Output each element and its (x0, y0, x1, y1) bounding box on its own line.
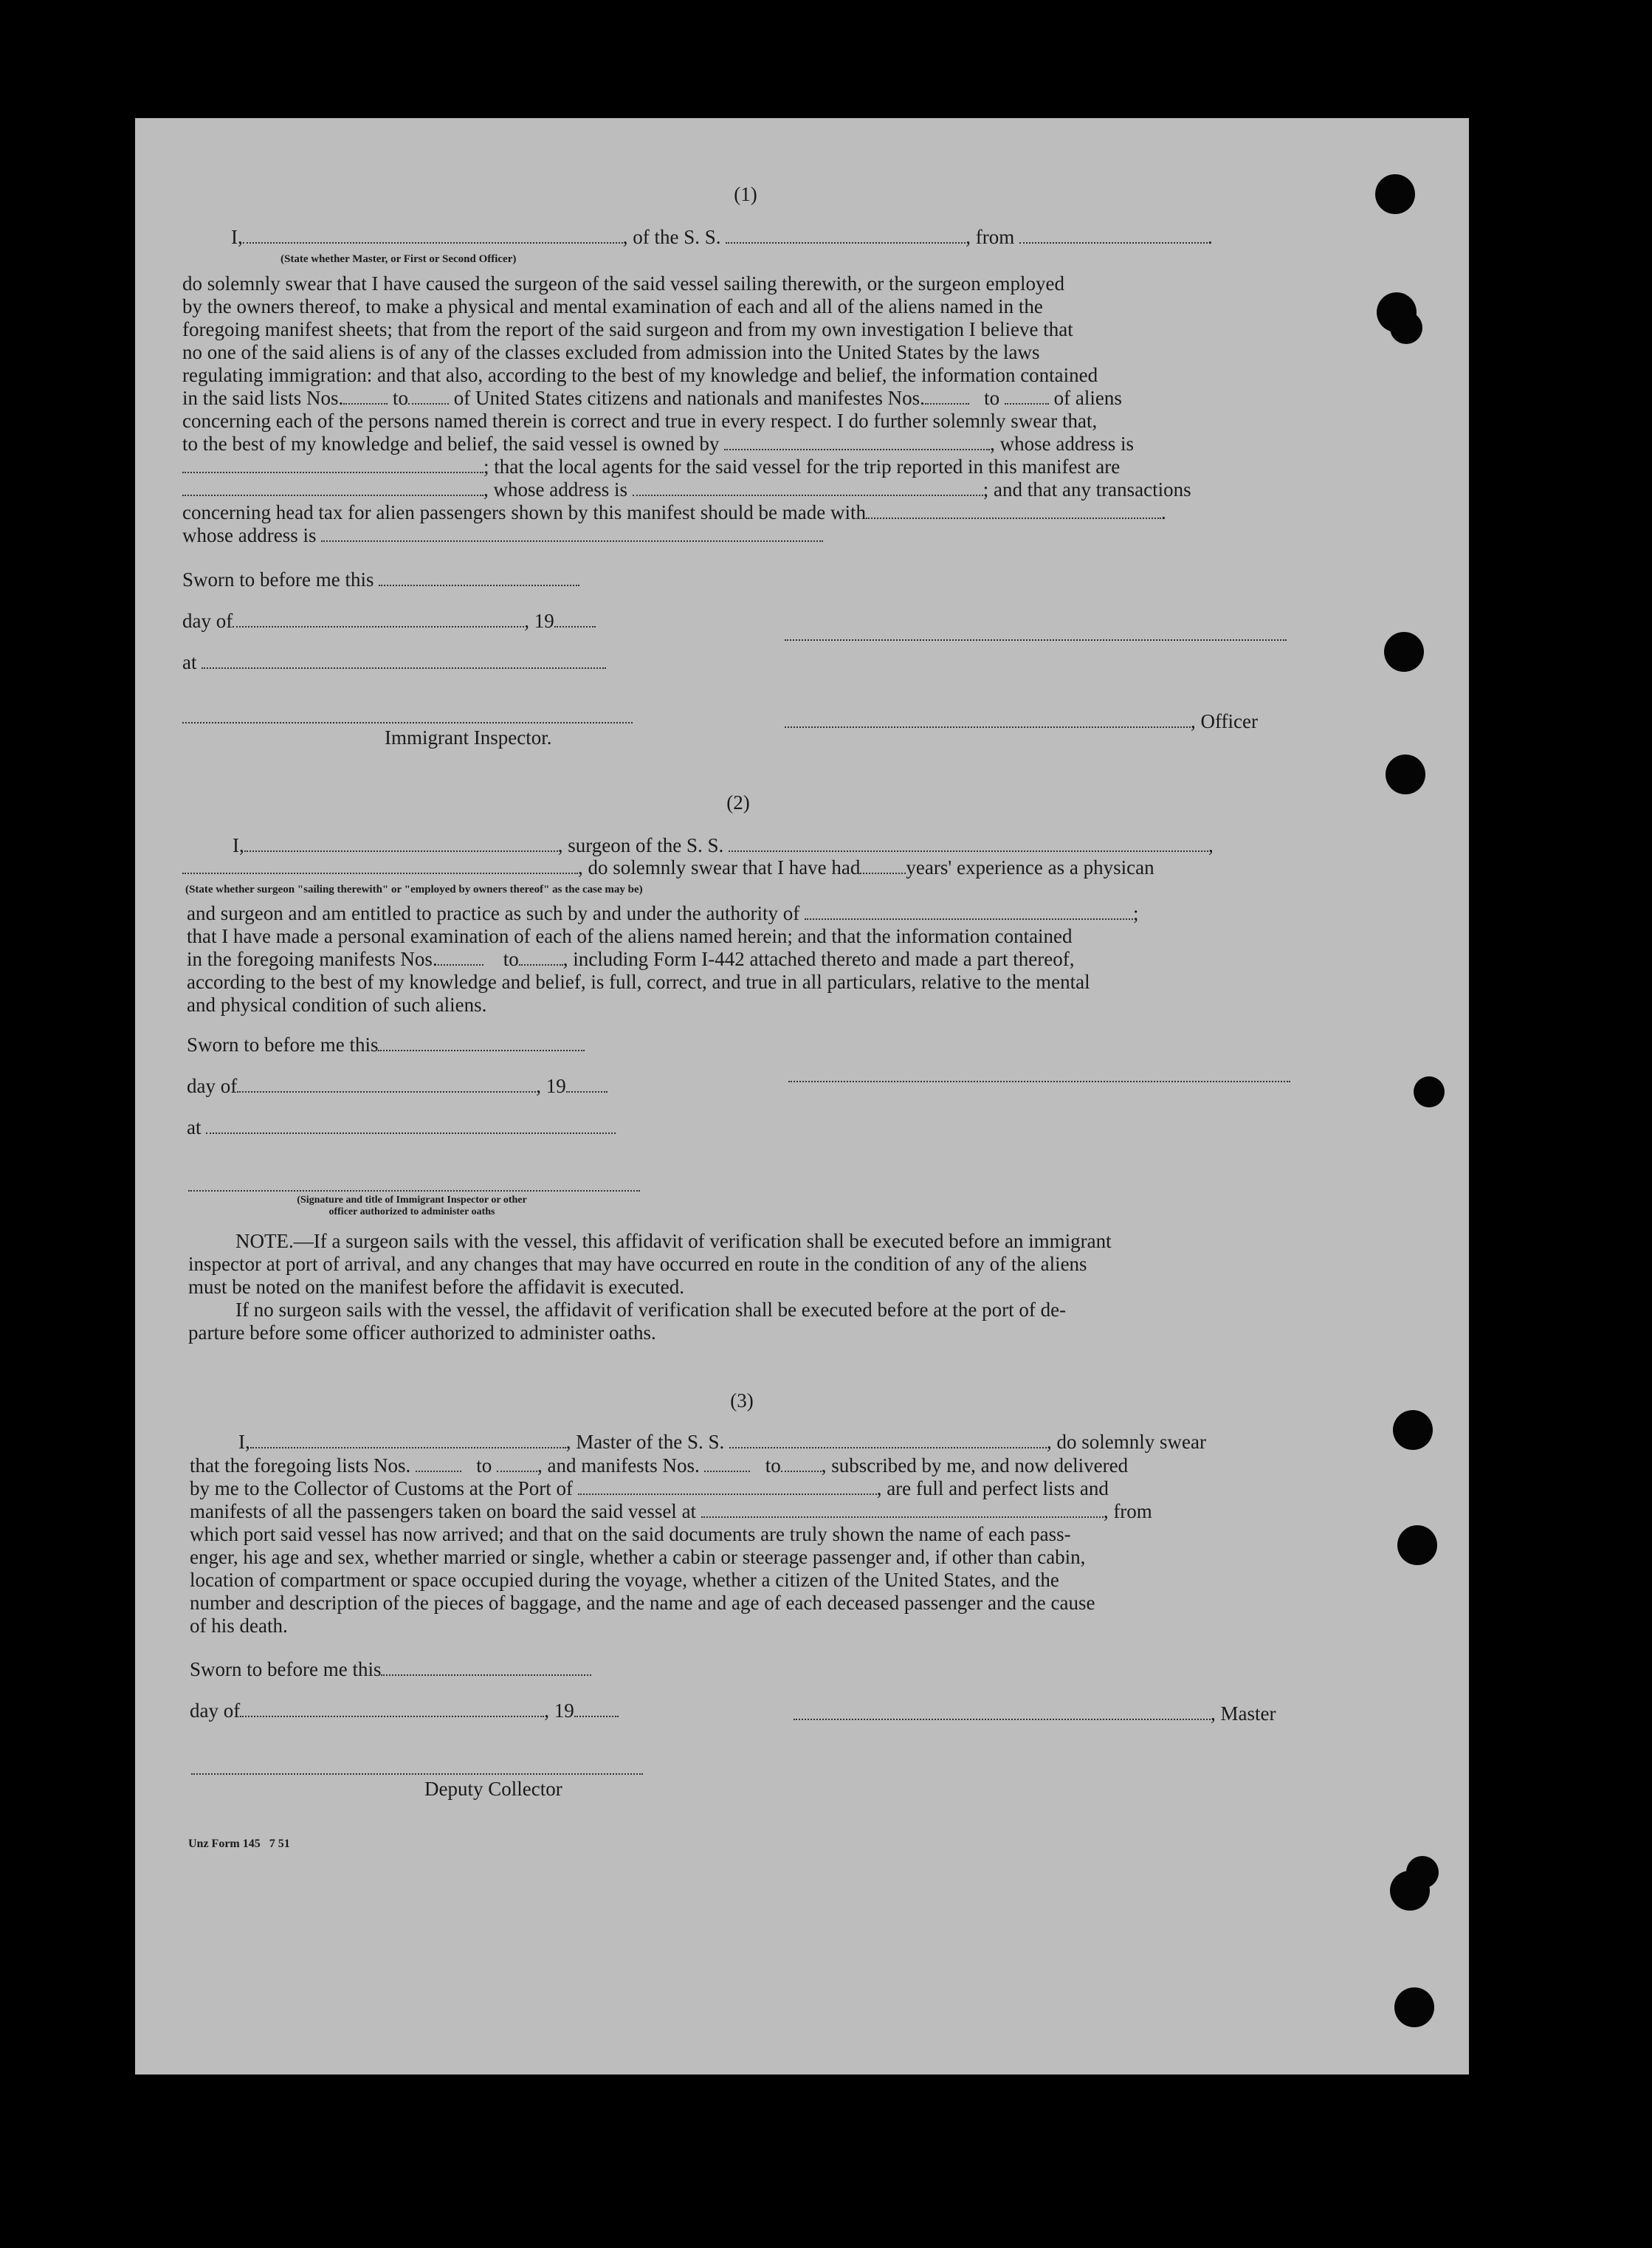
sworn-day-field[interactable] (378, 1035, 585, 1051)
master-manifests-from-field[interactable] (704, 1456, 750, 1472)
inspector-signature-line[interactable] (182, 722, 633, 723)
master-signature-field[interactable] (794, 1704, 1211, 1720)
master-line: I, , Master of the S. S. , do solemnly swear (238, 1431, 1206, 1453)
surgeon-line: I, , surgeon of the S. S. , (233, 834, 1214, 856)
master-lists-from-field[interactable] (416, 1456, 461, 1472)
field-caption: (State whether Master, or First or Second Officer) (281, 253, 517, 265)
port-field[interactable] (578, 1479, 877, 1495)
punch-hole (1390, 312, 1422, 344)
surgeon-manifest-from-field[interactable] (438, 949, 483, 966)
manifests-from-field[interactable] (925, 388, 969, 405)
day-of-line: day of , 19 (187, 1075, 608, 1098)
vessel-name-field[interactable] (726, 227, 966, 244)
vessel-name-field-2[interactable] (729, 836, 1208, 852)
deputy-title: Deputy Collector (424, 1778, 562, 1800)
experience-line: , do solemnly swear that I have had years' experience as a physican (182, 856, 1154, 879)
year-field[interactable] (554, 611, 596, 628)
head-tax-address-field[interactable] (321, 526, 823, 542)
officer-signature-line[interactable] (785, 639, 1287, 641)
form-id: Unz Form 145 7 51 (188, 1838, 290, 1850)
surgeon-name-field[interactable] (244, 836, 558, 852)
month-field[interactable] (233, 611, 524, 628)
master-lists-to-field[interactable] (497, 1456, 537, 1472)
punch-hole (1386, 755, 1425, 794)
lists-from-field[interactable] (343, 388, 388, 405)
year-field[interactable] (566, 1076, 608, 1093)
surgeon-status-field[interactable] (182, 858, 578, 874)
note-paragraph: NOTE.—If a surgeon sails with the vessel, this affidavit of verification shall be executed before an immigrant inspector at port of arrival, and any changes that may have occurred en route in the condition of any of the aliens must be noted on the manifest before the affidavit is executed. If no surgeon sails with the vessel, the affidavit of verification shall be executed before at the port of de- parture before some officer authorized to administer oaths. (188, 1230, 1112, 1344)
location-field[interactable] (202, 653, 606, 669)
punch-hole (1384, 632, 1424, 672)
location-field[interactable] (206, 1118, 616, 1134)
section-number: (1) (734, 183, 757, 205)
surgeon-paragraph: and surgeon and am entitled to practice as such by and under the authority of ; that I have made a personal examination of each of the aliens named herein; and that the information contained in the foregoing manifests Nos. to , including Form I-442 attached thereto and made a part thereof, according to the best of my knowledge and belief, is full, correct, and true in all particulars, relative to the mental and physical condition of such aliens. (187, 902, 1139, 1016)
field-caption: (State whether surgeon "sailing therewith" or "employed by owners thereof" as the case may be) (185, 884, 643, 896)
punch-hole (1414, 1076, 1445, 1107)
embarkation-port-field[interactable] (701, 1502, 1104, 1518)
sworn-day-field[interactable] (379, 570, 579, 586)
surgeon-signature-line[interactable] (788, 1081, 1290, 1082)
punch-hole (1393, 1410, 1433, 1450)
vessel-name-field-3[interactable] (729, 1432, 1047, 1448)
deputy-signature-line[interactable] (191, 1773, 643, 1775)
punch-hole (1397, 1525, 1437, 1565)
sworn-label: Sworn to before me this (182, 568, 579, 591)
agents-address-field[interactable] (633, 480, 983, 496)
sworn-label: Sworn to before me this (190, 1658, 591, 1681)
manifests-to-field[interactable] (1005, 388, 1049, 405)
year-field[interactable] (574, 1701, 619, 1717)
form-page (135, 118, 1469, 2075)
sworn-day-field[interactable] (381, 1660, 591, 1676)
month-field[interactable] (240, 1701, 544, 1717)
month-field[interactable] (237, 1076, 536, 1093)
years-field[interactable] (860, 858, 906, 874)
day-of-line: day of , 19 (182, 610, 596, 633)
inspector-title: Immigrant Inspector. (385, 726, 552, 749)
departure-port-field[interactable] (1019, 227, 1208, 244)
head-tax-contact-field[interactable] (866, 503, 1161, 519)
master-signature-line: , Master (794, 1702, 1276, 1725)
officer-line: , Officer (785, 710, 1258, 733)
master-paragraph: that the foregoing lists Nos. to , and manifests Nos. to , subscribed by me, and now delivered by me to the Collector of Customs at the Port of , are full and perfect lists and manifests of all the passengers taken on board the said vessel at , from which port said vessel has now arrived; and that on the said documents are truly shown the name of each pass- enger, his age and sex, whether married or single, whether a cabin or steerage passenger and, if other than cabin, location of compartment or space occupied during the voyage, whether a citizen of the United States, and the number and description of the pieces of baggage, and the name and age of each deceased passenger and the cause of his death. (190, 1454, 1152, 1637)
punch-hole (1390, 1871, 1430, 1911)
punch-hole (1394, 1987, 1434, 2027)
section-number: (3) (730, 1389, 754, 1412)
at-line: at (187, 1116, 616, 1139)
lists-to-field[interactable] (408, 388, 449, 405)
agents-field[interactable] (182, 480, 483, 496)
inspector-signature-line[interactable] (188, 1190, 640, 1192)
at-line: at (182, 651, 606, 674)
officer-title-field[interactable] (785, 712, 1191, 728)
signature-caption: (Signature and title of Immigrant Inspector or other officer authorized to administer oaths (297, 1195, 527, 1217)
oath-paragraph: do solemnly swear that I have caused the surgeon of the said vessel sailing therewith, or the surgeon employed by the owners thereof, to make a physical and mental examination of each and all of the aliens named in the foregoing manifest sheets; that from the report of the said surgeon and from my own investigation I believe that no one of the said aliens is of any of the classes excluded from admission into the United States by the laws regulating immigration: and that also, according to the best of my knowledge and belief, the information contained in the said lists Nos. to of United States citizens and nationals and manifestes Nos. to of aliens concerning each of the persons named therein is correct and true in every respect. I do further solemnly swear that, to the best of my knowledge and belief, the said vessel is owned by , whose address is ; that the local agents for the said vessel for the trip reported in this manifest are , whose address is ; and that any transactions concerning head tax for alien passengers shown by this manifest should be made with . whose address is (182, 272, 1191, 546)
officer-name-field[interactable] (243, 227, 623, 244)
oath-line: I, , of the S. S. , from . (231, 226, 1213, 248)
sworn-label: Sworn to before me this (187, 1034, 585, 1056)
authority-field[interactable] (805, 904, 1133, 920)
punch-hole (1375, 174, 1415, 214)
owner-address-field[interactable] (182, 457, 483, 473)
section-number: (2) (726, 791, 750, 814)
day-of-line: day of , 19 (190, 1699, 619, 1722)
surgeon-manifest-to-field[interactable] (519, 949, 563, 966)
master-manifests-to-field[interactable] (781, 1456, 822, 1472)
owner-field[interactable] (724, 434, 990, 450)
master-name-field[interactable] (250, 1432, 566, 1448)
